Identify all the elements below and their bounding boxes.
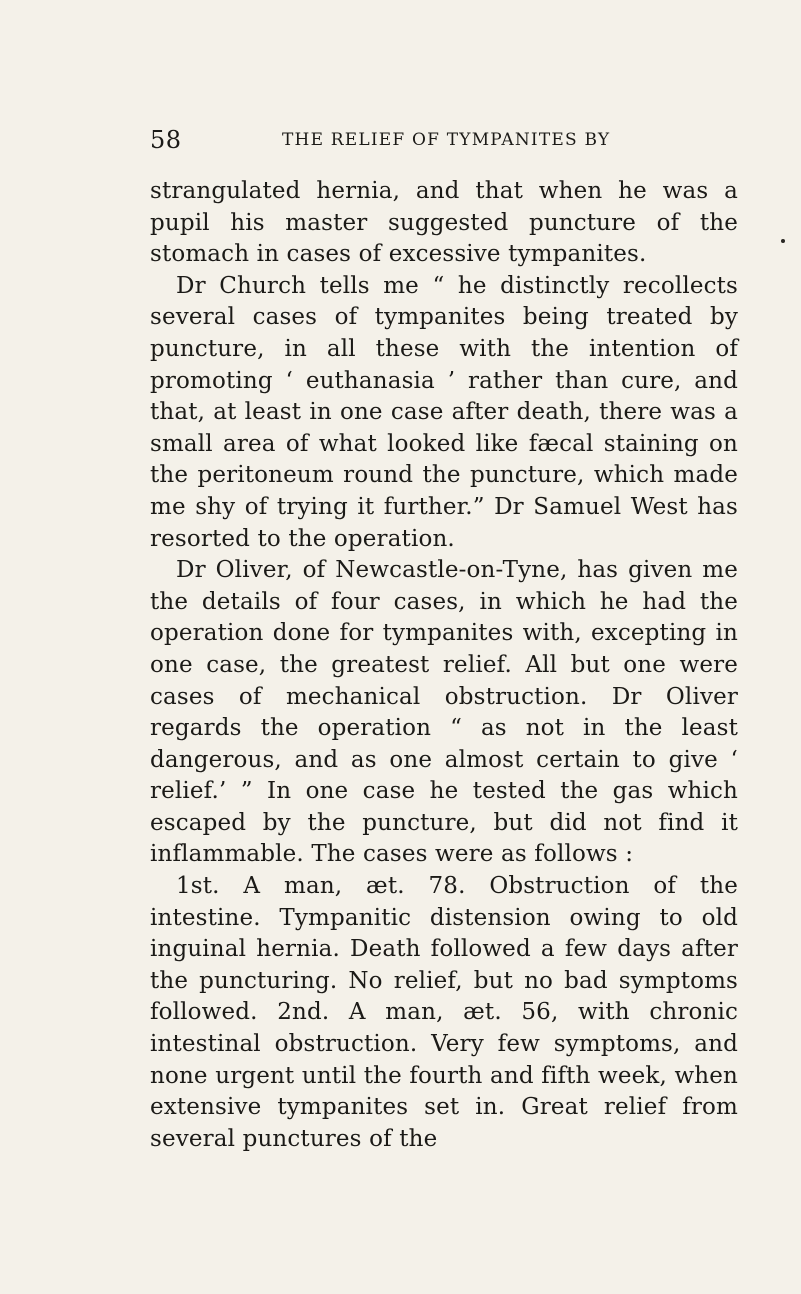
running-head: THE RELIEF OF TYMPANITES BY: [282, 130, 611, 150]
page-header: [150, 126, 750, 154]
body-text: [150, 176, 738, 1155]
paragraph-3: Dr Oliver, of Newcastle-on-Tyne, has given me the details of four cases, in which he had the operation done for tympanites with, excepting in one case, the greatest relief. All but one were cases of mechanical obstruction. Dr Oliver regards the operation “ as not in the least dangerous, and as one almost certain to give ‘ relief.’ ” In one case he tested the gas which escaped by the puncture, but did not find it inflammable. The cases were as follows :: [150, 557, 738, 868]
margin-mark: [781, 239, 785, 243]
page-number: 58: [150, 126, 182, 154]
paragraph-4: 1st. A man, æt. 78. Obstruction of the intestine. Tympanitic distension owing to old inguinal hernia. Death followed a few days after the puncturing. No relief, but no bad symptoms followed. 2nd. A man, æt. 56, with chronic intestinal obstruction. Very few symptoms, and none urgent until the fourth and fifth week, when extensive tympanites set in. Great relief from several punctures of the: [150, 873, 738, 1152]
paragraph-2: Dr Church tells me “ he distinctly recollects several cases of tympanites being treated by puncture, in all these with the intention of promoting ‘ euthanasia ’ rather than cure, and that, at least in one case after death, there was a small area of what looked like fæcal staining on the peritoneum round the puncture, which made me shy of trying it further.” Dr Samuel West has resorted to the operation.: [150, 272, 738, 552]
paragraph-1: strangulated hernia, and that when he was a pupil his master suggested puncture of the stomach in cases of excessive tympanites.: [150, 178, 738, 268]
